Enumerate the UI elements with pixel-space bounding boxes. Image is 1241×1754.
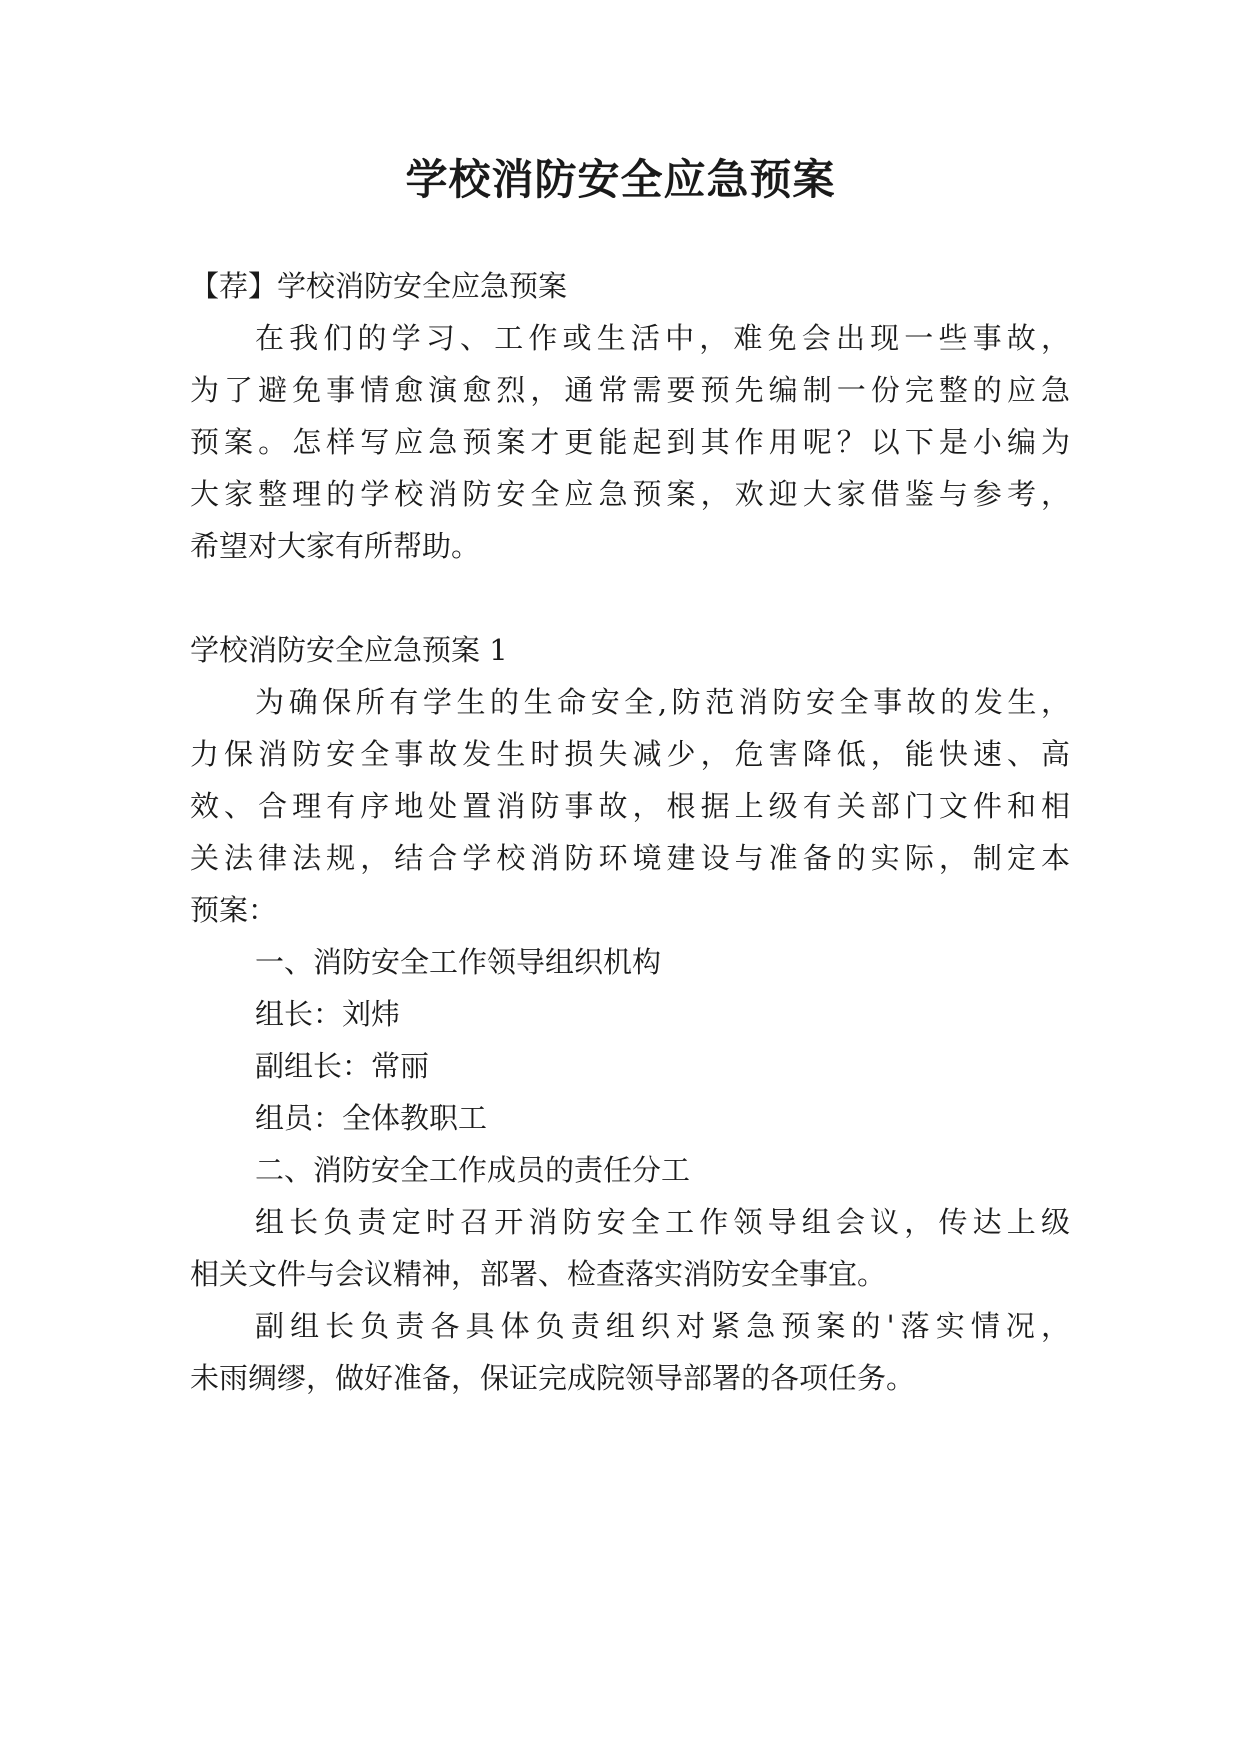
intro-line-4: 大家整理的学校消防安全应急预案，欢迎大家借鉴与参考， <box>190 477 1070 511</box>
section-heading-1: 学校消防安全应急预案 1 <box>190 633 508 667</box>
body-line-3: 效、合理有序地处置消防事故，根据上级有关部门文件和相 <box>190 789 1070 823</box>
recommended-heading: 【荐】学校消防安全应急预案 <box>190 269 568 303</box>
leader-duty-line-2: 相关文件与会议精神，部署、检查落实消防安全事宜。 <box>190 1257 887 1291</box>
intro-line-2: 为了避免事情愈演愈烈，通常需要预先编制一份完整的应急 <box>190 373 1070 407</box>
body-line-1: 为确保所有学生的生命安全,防范消防安全事故的发生， <box>255 685 1070 719</box>
leader-duty-line-1: 组长负责定时召开消防安全工作领导组会议，传达上级 <box>255 1205 1070 1239</box>
intro-line-3: 预案。怎样写应急预案才更能起到其作用呢？以下是小编为 <box>190 425 1070 459</box>
group-leader: 组长：刘炜 <box>255 997 401 1031</box>
body-line-4: 关法律法规，结合学校消防环境建设与准备的实际，制定本 <box>190 841 1070 875</box>
intro-line-5: 希望对大家有所帮助。 <box>190 529 481 563</box>
deputy-duty-line-2: 未雨绸缪，做好准备，保证完成院领导部署的各项任务。 <box>190 1361 916 1395</box>
document-title: 学校消防安全应急预案 <box>405 155 836 204</box>
group-members: 组员：全体教职工 <box>255 1101 488 1135</box>
deputy-duty-line-1: 副组长负责各具体负责组织对紧急预案的'落实情况， <box>255 1309 1070 1343</box>
body-line-2: 力保消防安全事故发生时损失减少，危害降低，能快速、高 <box>190 737 1070 771</box>
deputy-group-leader: 副组长：常丽 <box>255 1049 430 1083</box>
body-line-5: 预案： <box>190 893 278 927</box>
subheading-organization: 一、消防安全工作领导组织机构 <box>255 945 662 979</box>
subheading-responsibilities: 二、消防安全工作成员的责任分工 <box>255 1153 691 1187</box>
intro-line-1: 在我们的学习、工作或生活中，难免会出现一些事故， <box>255 321 1070 355</box>
